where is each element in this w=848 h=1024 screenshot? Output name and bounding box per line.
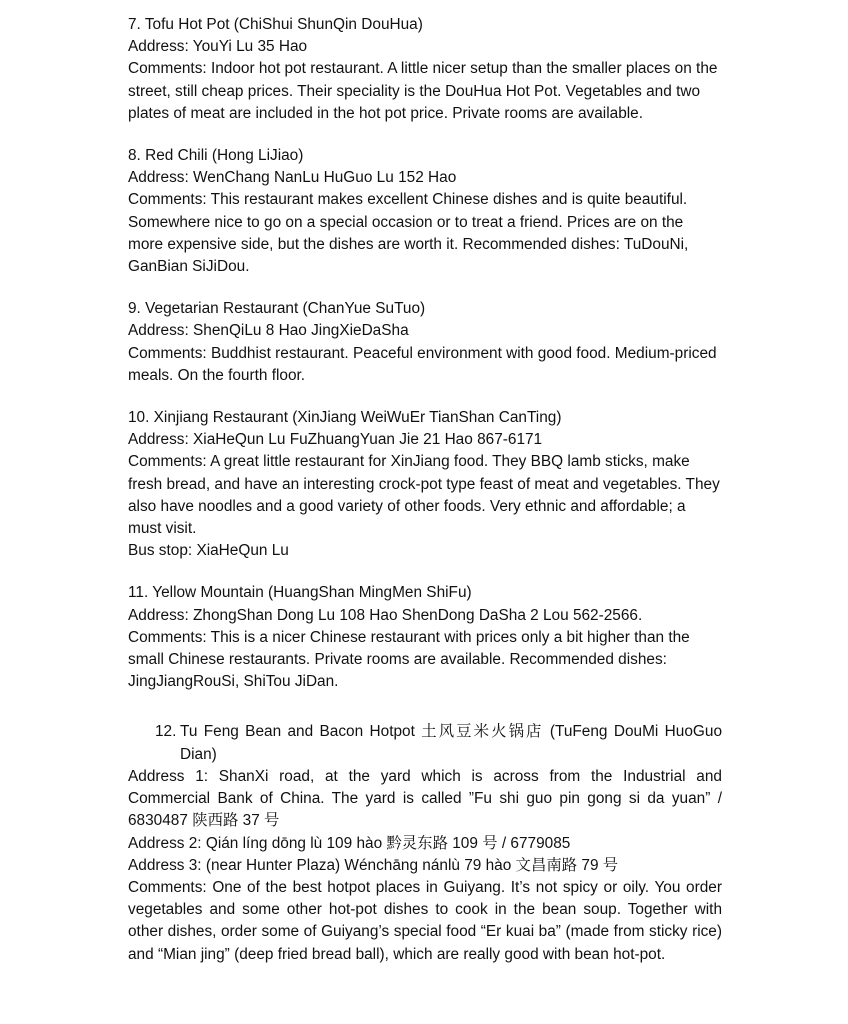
entry-address-3: Address 3: (near Hunter Plaza) Wénchāng nánlù 79 hào 文昌南路 79 号 [128,856,619,874]
entry-title: 7. Tofu Hot Pot (ChiShui ShunQin DouHua) [128,16,423,33]
entry-comments: Comments: This is a nicer Chinese restaurant with prices only a bit higher than the small Chinese restaurants. Private rooms are available. Recommended dishes: JingJiangRouSi, ShiTou JiDan. [128,628,690,691]
entry-comments: Comments: A great little restaurant for XinJiang food. They BBQ lamb sticks, make fresh bread, and have an interesting crock-pot type feast of meat and vegetables. They also have noodles and a good variety of other foods. Very ethnic and affordable; a must visit. [128,453,720,538]
document-page [128,14,722,986]
entry-address: Address: YouYi Lu 35 Hao [128,38,308,56]
entry-comments: Comments: One of the best hotpot places in Guiyang. It’s not spicy or oily. You order vegetables and some other hot-pot dishes to cook in the bean soup. Together with other dishes, order some of Guiyang’s special food “Er kuai ba” (made from sticky rice) and “Mian jing” (deep fried bread ball), which are really good with bean hot-pot. [128,878,722,963]
entry-number: 12. [155,723,177,741]
entry-address-1: Address 1: ShanXi road, at the yard which is across from the Industrial and Commercial Bank of China. The yard is called ”Fu shi guo pin gong si da yuan” / 6830487 陕西路 37 号 [128,767,722,830]
entry-address: Address: WenChang NanLu HuGuo Lu 152 Hao [128,169,457,187]
entry-address: Address: ZhongShan Dong Lu 108 Hao ShenDong DaSha 2 Lou 562-2566. [128,606,643,624]
entry-comments: Comments: This restaurant makes excellent Chinese dishes and is quite beautiful. Somewhere nice to go on a special occasion or to treat a friend. Prices are on the more expensive side, but the dishes are worth it. Recommended dishes: TuDouNi, GanBian SiJiDou. [128,191,689,276]
restaurant-entry-10 [128,407,722,562]
entry-title: 10. Xinjiang Restaurant (XinJiang WeiWuEr TianShan CanTing) [128,409,562,427]
entry-title: 8. Red Chili (Hong LiJiao) [128,147,304,165]
entry-comments: Comments: Indoor hot pot restaurant. A little nicer setup than the smaller places on the street, still cheap prices. Their speciality is the DouHua Hot Pot. Vegetables and two plates of meat are included in the hot pot price. Private rooms are available. [128,60,718,122]
restaurant-entry-8 [128,145,722,278]
restaurant-entry-11 [128,582,722,693]
entry-heading [128,721,722,765]
entry-address-2: Address 2: Qián líng dōng lù 109 hào 黔灵东路 109 号 / 6779085 [128,834,571,852]
restaurant-entry-9 [128,298,722,387]
entry-comments: Comments: Buddhist restaurant. Peaceful environment with good food. Medium-priced meals. On the fourth floor. [128,344,717,384]
entry-bus-stop: Bus stop: XiaHeQun Lu [128,542,289,560]
restaurant-entry-7 [128,14,722,125]
entry-title: 11. Yellow Mountain (HuangShan MingMen ShiFu) [128,584,472,602]
restaurant-entry-12 [128,721,722,965]
entry-title: 9. Vegetarian Restaurant (ChanYue SuTuo) [128,300,426,318]
entry-title: Tu Feng Bean and Bacon Hotpot 土风豆米火锅店 (TuFeng DouMi HuoGuo Dian) [180,723,722,763]
entry-address: Address: XiaHeQun Lu FuZhuangYuan Jie 21 Hao 867-6171 [128,431,543,449]
entry-address: Address: ShenQiLu 8 Hao JingXieDaSha [128,322,409,340]
